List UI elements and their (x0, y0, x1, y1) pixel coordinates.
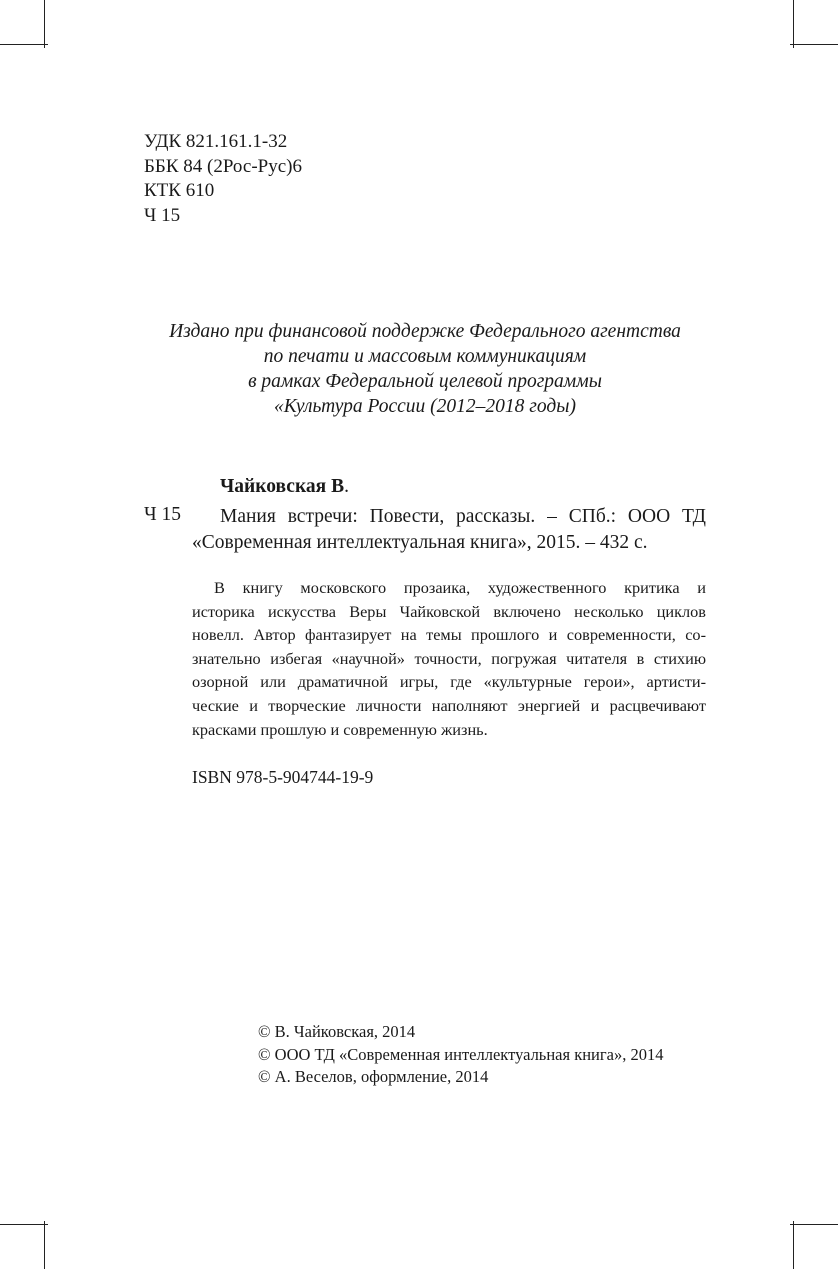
annotation-line: новелл. Автор фантазирует на темы прошлого и современности, со- (192, 625, 706, 645)
annotation (192, 576, 706, 741)
bibliographic-line: Мания встречи: Повести, рассказы. – СПб.: ООО ТД (220, 506, 706, 527)
author-heading (220, 476, 349, 498)
crop-mark-top-right-vertical (793, 0, 794, 48)
author-mark: Ч 15 (144, 204, 181, 226)
crop-mark-bottom-right-horizontal (790, 1224, 838, 1225)
support-note (120, 319, 730, 419)
annotation-line: знательно избегая «научной» точности, погружая читателя в стихию (192, 648, 706, 668)
ktk-code: КТК 610 (144, 180, 215, 201)
crop-mark-bottom-left-horizontal (0, 1224, 48, 1225)
support-note-line: Издано при финансовой поддержке Федерального агентства (169, 321, 681, 342)
annotation-line: красками прошлую и современную жизнь. (192, 719, 488, 739)
crop-mark-bottom-left-vertical (44, 1221, 45, 1269)
support-note-line: «Культура России (2012–2018 годы) (274, 396, 576, 417)
copyright-line: © ООО ТД «Современная интеллектуальная книга», 2014 (258, 1044, 664, 1064)
bibliographic-record (192, 504, 706, 556)
crop-mark-bottom-right-vertical (793, 1221, 794, 1269)
annotation-line: озорной или драматичной игры, где «культурные герои», артисти- (192, 672, 706, 692)
copyright-block (258, 1021, 663, 1089)
udk-code: УДК 821.161.1-32 (144, 131, 288, 152)
author-dot: . (344, 476, 349, 497)
bibliographic-line: «Современная интеллектуальная книга», 2015. – 432 с. (192, 532, 648, 553)
support-note-line: по печати и массовым коммуникациям (263, 346, 587, 367)
copyright-line: © В. Чайковская, 2014 (258, 1022, 416, 1041)
classification-codes (144, 130, 302, 228)
crop-mark-top-right-horizontal (790, 44, 838, 45)
author-name: Чайковская В (220, 476, 345, 497)
isbn: ISBN 978-5-904744-19-9 (192, 767, 374, 787)
crop-mark-top-left-horizontal (0, 44, 48, 45)
annotation-line: В книгу московского прозаика, художественного критика и (214, 578, 706, 597)
annotation-line: историка искусства Веры Чайковской включено несколько циклов (192, 601, 706, 621)
annotation-line: ческие и творческие личности наполняют энергией и расцвечивают (192, 695, 706, 715)
copyright-line: © А. Веселов, оформление, 2014 (258, 1067, 489, 1086)
crop-mark-top-left-vertical (44, 0, 45, 48)
bbk-code: ББК 84 (2Рос-Рус)6 (144, 155, 302, 177)
support-note-line: в рамках Федеральной целевой программы (248, 371, 602, 392)
author-code: Ч 15 (144, 504, 182, 525)
